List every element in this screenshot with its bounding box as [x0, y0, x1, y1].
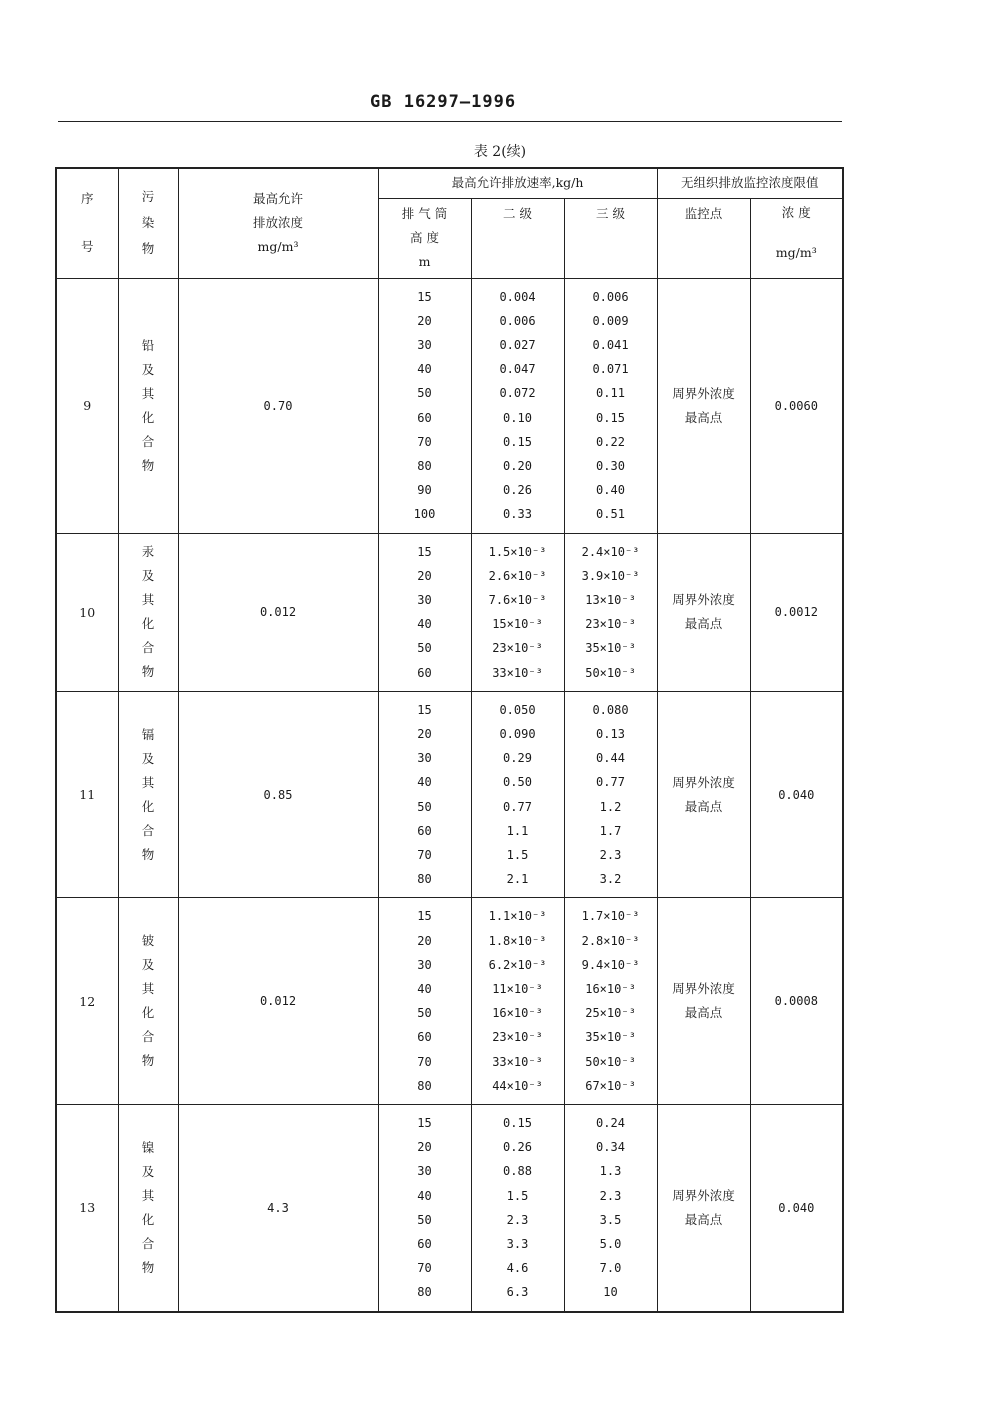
- grade3-rate-value: 5.0: [599, 1237, 622, 1252]
- grade2-rate-value: 2.6×10⁻³: [488, 568, 547, 583]
- stack-height-column: [378, 1105, 471, 1312]
- max-concentration-cell: 0.85: [178, 691, 378, 898]
- grade2-rate-value: 1.1: [506, 823, 529, 838]
- grade2-rate-value: 0.050: [499, 702, 536, 717]
- grade2-rate-value: 3.3: [506, 1237, 529, 1252]
- seq-cell: 13: [56, 1105, 118, 1312]
- grade3-rate-value: 3.5: [599, 1212, 622, 1227]
- grade3-rate-value: 35×10⁻³: [585, 1030, 636, 1045]
- max-concentration-cell: 0.70: [178, 278, 378, 533]
- grade2-rate-value: 4.6: [506, 1261, 529, 1276]
- grade3-rate-column: [564, 898, 657, 1105]
- stack-height-value: 30: [417, 1164, 432, 1179]
- grade3-rate-column: [564, 533, 657, 691]
- grade2-rate-value: 0.047: [499, 362, 536, 377]
- seq-cell: 10: [56, 533, 118, 691]
- grade2-rate-value: 11×10⁻³: [492, 981, 543, 996]
- stack-height-value: 60: [417, 823, 432, 838]
- header-pollutant: 污 染 物: [118, 168, 178, 278]
- stack-height-value: 15: [417, 1116, 432, 1130]
- header-conc: [750, 198, 843, 278]
- grade3-rate-value: 1.7: [599, 823, 622, 838]
- grade3-rate-value: 67×10⁻³: [585, 1078, 636, 1093]
- grade2-rate-value: 2.3: [506, 1212, 529, 1227]
- max-concentration-cell: 0.012: [178, 898, 378, 1105]
- header-conc-unit: mg/m³: [775, 244, 817, 260]
- grade3-rate-value: 0.77: [596, 775, 625, 790]
- grade3-rate-value: 25×10⁻³: [585, 1006, 636, 1021]
- grade2-rate-value: 0.26: [503, 1140, 532, 1155]
- header-monitor-point: 监控点: [657, 198, 750, 278]
- stack-height-column: [378, 691, 471, 898]
- monitor-point-cell: 周界外浓度 最高点: [657, 278, 750, 533]
- stack-height-value: 70: [417, 434, 432, 449]
- header-fugitive-group: 无组织排放监控浓度限值: [657, 168, 843, 198]
- grade3-rate-value: 3.9×10⁻³: [581, 568, 640, 583]
- grade3-rate-value: 0.51: [596, 507, 625, 522]
- grade2-rate-value: 1.1×10⁻³: [488, 909, 547, 924]
- pollutant-cell: [118, 533, 178, 691]
- stack-height-column: [378, 533, 471, 691]
- concentration-limit-cell: 0.0012: [750, 533, 843, 691]
- grade2-rate-value: 0.004: [499, 289, 536, 304]
- grade2-rate-value: 0.090: [499, 726, 536, 741]
- stack-height-value: 30: [417, 957, 432, 972]
- grade3-rate-column: [564, 691, 657, 898]
- stack-height-value: 30: [417, 751, 432, 766]
- header-stack-height-line2: 高 度: [410, 230, 439, 245]
- stack-height-value: 70: [417, 1054, 432, 1069]
- header-row-1: [56, 168, 843, 198]
- header-seq: 序 号: [56, 168, 118, 278]
- stack-height-value: 70: [417, 1261, 432, 1276]
- stack-height-value: 100: [413, 507, 436, 522]
- grade2-rate-value: 0.29: [503, 751, 532, 766]
- concentration-limit-cell: 0.040: [750, 1105, 843, 1312]
- stack-height-value: 30: [417, 337, 432, 352]
- grade3-rate-value: 0.22: [596, 434, 625, 449]
- grade3-rate-value: 0.24: [596, 1116, 625, 1130]
- grade3-rate-value: 0.041: [592, 337, 629, 352]
- stack-height-value: 60: [417, 410, 432, 425]
- grade2-rate-value: 1.5: [506, 847, 529, 862]
- grade3-rate-value: 0.071: [592, 362, 629, 377]
- grade3-rate-value: 0.40: [596, 483, 625, 498]
- grade3-rate-value: 0.080: [592, 702, 629, 717]
- stack-height-value: 80: [417, 458, 432, 473]
- stack-height-value: 60: [417, 1237, 432, 1252]
- pollutant-name: 镉及其化合物: [141, 726, 155, 862]
- grade3-rate-value: 7.0: [599, 1261, 622, 1276]
- stack-height-value: 80: [417, 872, 432, 887]
- grade3-rate-column: [564, 1105, 657, 1312]
- emission-limits-table: [55, 167, 844, 1313]
- stack-height-value: 70: [417, 847, 432, 862]
- grade3-rate-value: 0.11: [596, 386, 625, 401]
- seq-cell: 11: [56, 691, 118, 898]
- stack-height-value: 15: [417, 702, 432, 717]
- grade2-rate-value: 1.5×10⁻³: [488, 544, 547, 559]
- grade3-rate-value: 16×10⁻³: [585, 981, 636, 996]
- pollutant-cell: [118, 898, 178, 1105]
- grade2-rate-value: 0.26: [503, 483, 532, 498]
- header-max-conc-unit: mg/m³: [257, 239, 299, 255]
- stack-height-value: 80: [417, 1078, 432, 1093]
- header-max-conc-line1: 最高允许: [252, 191, 303, 207]
- monitor-point-cell: 周界外浓度 最高点: [657, 533, 750, 691]
- grade2-rate-value: 6.2×10⁻³: [488, 957, 547, 972]
- grade3-rate-value: 0.44: [596, 751, 625, 766]
- grade2-rate-column: [471, 898, 564, 1105]
- grade3-rate-value: 13×10⁻³: [585, 592, 636, 607]
- grade3-rate-value: 3.2: [599, 872, 622, 887]
- grade2-rate-value: 6.3: [506, 1285, 529, 1300]
- monitor-point-cell: 周界外浓度 最高点: [657, 1105, 750, 1312]
- grade2-rate-value: 0.88: [503, 1164, 532, 1179]
- stack-height-value: 60: [417, 1030, 432, 1045]
- header-rate-group: 最高允许排放速率,kg/h: [378, 168, 657, 198]
- concentration-limit-cell: 0.0060: [750, 278, 843, 533]
- stack-height-value: 60: [417, 665, 432, 680]
- grade2-rate-column: [471, 278, 564, 533]
- grade3-rate-value: 1.2: [599, 799, 622, 814]
- grade3-rate-value: 1.7×10⁻³: [581, 909, 640, 924]
- grade2-rate-value: 0.072: [499, 386, 536, 401]
- grade2-rate-value: 0.50: [503, 775, 532, 790]
- stack-height-value: 40: [417, 1188, 432, 1203]
- max-concentration-cell: 4.3: [178, 1105, 378, 1312]
- grade2-rate-value: 33×10⁻³: [492, 665, 543, 680]
- stack-height-value: 20: [417, 313, 432, 328]
- monitor-point-cell: 周界外浓度 最高点: [657, 898, 750, 1105]
- pollutant-cell: [118, 1105, 178, 1312]
- stack-height-value: 30: [417, 592, 432, 607]
- monitor-point-cell: 周界外浓度 最高点: [657, 691, 750, 898]
- concentration-limit-cell: 0.040: [750, 691, 843, 898]
- grade2-rate-column: [471, 1105, 564, 1312]
- stack-height-value: 90: [417, 483, 432, 498]
- header-rule: [58, 121, 842, 122]
- grade3-rate-value: 35×10⁻³: [585, 641, 636, 656]
- stack-height-value: 40: [417, 362, 432, 377]
- grade2-rate-value: 1.5: [506, 1188, 529, 1203]
- grade3-rate-value: 2.8×10⁻³: [581, 933, 640, 948]
- stack-height-value: 40: [417, 617, 432, 632]
- pollutant-name: 铍及其化合物: [141, 933, 155, 1069]
- header-grade3: 三 级: [564, 198, 657, 278]
- grade2-rate-column: [471, 691, 564, 898]
- seq-cell: 12: [56, 898, 118, 1105]
- stack-height-value: 15: [417, 289, 432, 304]
- stack-height-value: 50: [417, 386, 432, 401]
- header-max-conc-line2: 排放浓度: [252, 215, 303, 231]
- header-max-concentration: [178, 168, 378, 278]
- grade3-rate-value: 2.4×10⁻³: [581, 544, 640, 559]
- grade3-rate-value: 0.13: [596, 726, 625, 741]
- header-stack-height: [378, 198, 471, 278]
- concentration-limit-cell: 0.0008: [750, 898, 843, 1105]
- grade3-rate-value: 10: [603, 1285, 618, 1300]
- grade2-rate-value: 0.20: [503, 458, 532, 473]
- grade3-rate-value: 1.3: [599, 1164, 622, 1179]
- table-caption: 表 2(续): [473, 144, 527, 160]
- pollutant-name: 汞及其化合物: [141, 544, 155, 680]
- grade2-rate-value: 0.33: [503, 507, 532, 522]
- grade2-rate-value: 2.1: [506, 872, 529, 887]
- group-row: [56, 898, 843, 1105]
- document-header: GB 16297—1996: [370, 92, 517, 112]
- grade2-rate-value: 16×10⁻³: [492, 1006, 543, 1021]
- grade2-rate-value: 23×10⁻³: [492, 641, 543, 656]
- stack-height-value: 20: [417, 1140, 432, 1155]
- stack-height-value: 15: [417, 544, 432, 559]
- stack-height-value: 50: [417, 1006, 432, 1021]
- grade3-rate-value: 9.4×10⁻³: [581, 957, 640, 972]
- grade2-rate-value: 0.77: [503, 799, 532, 814]
- grade2-rate-value: 0.10: [503, 410, 532, 425]
- grade3-rate-value: 2.3: [599, 847, 622, 862]
- stack-height-value: 20: [417, 726, 432, 741]
- grade2-rate-value: 0.006: [499, 313, 536, 328]
- max-concentration-cell: 0.012: [178, 533, 378, 691]
- group-row: [56, 533, 843, 691]
- stack-height-value: 40: [417, 981, 432, 996]
- pollutant-name: 镍及其化合物: [141, 1139, 155, 1275]
- group-row: [56, 1105, 843, 1312]
- grade3-rate-column: [564, 278, 657, 533]
- stack-height-value: 80: [417, 1285, 432, 1300]
- stack-height-column: [378, 898, 471, 1105]
- grade3-rate-value: 2.3: [599, 1188, 622, 1203]
- header-stack-height-line1: 排 气 筒: [401, 206, 448, 221]
- stack-height-value: 40: [417, 775, 432, 790]
- grade3-rate-value: 0.34: [596, 1140, 625, 1155]
- stack-height-value: 50: [417, 1212, 432, 1227]
- grade2-rate-value: 23×10⁻³: [492, 1030, 543, 1045]
- grade2-rate-value: 0.027: [499, 337, 536, 352]
- grade2-rate-value: 0.15: [503, 1116, 532, 1130]
- group-row: [56, 278, 843, 533]
- seq-cell: 9: [56, 278, 118, 533]
- header-stack-height-unit: m: [418, 254, 431, 269]
- stack-height-value: 50: [417, 799, 432, 814]
- pollutant-cell: [118, 278, 178, 533]
- pollutant-name: 铅及其化合物: [141, 337, 155, 473]
- pollutant-cell: [118, 691, 178, 898]
- grade3-rate-value: 50×10⁻³: [585, 665, 636, 680]
- grade2-rate-value: 33×10⁻³: [492, 1054, 543, 1069]
- grade2-rate-value: 44×10⁻³: [492, 1078, 543, 1093]
- stack-height-value: 20: [417, 933, 432, 948]
- grade2-rate-value: 15×10⁻³: [492, 617, 543, 632]
- stack-height-value: 15: [417, 909, 432, 924]
- grade3-rate-value: 0.15: [596, 410, 625, 425]
- grade3-rate-value: 23×10⁻³: [585, 617, 636, 632]
- grade2-rate-value: 1.8×10⁻³: [488, 933, 547, 948]
- stack-height-column: [378, 278, 471, 533]
- grade3-rate-value: 0.30: [596, 458, 625, 473]
- grade2-rate-column: [471, 533, 564, 691]
- grade3-rate-value: 0.006: [592, 289, 629, 304]
- stack-height-value: 50: [417, 641, 432, 656]
- group-row: [56, 691, 843, 898]
- stack-height-value: 20: [417, 568, 432, 583]
- header-conc-label: 浓 度: [781, 204, 811, 220]
- grade2-rate-value: 7.6×10⁻³: [488, 592, 547, 607]
- grade3-rate-value: 0.009: [592, 313, 629, 328]
- header-grade2: 二 级: [471, 198, 564, 278]
- grade2-rate-value: 0.15: [503, 434, 532, 449]
- grade3-rate-value: 50×10⁻³: [585, 1054, 636, 1069]
